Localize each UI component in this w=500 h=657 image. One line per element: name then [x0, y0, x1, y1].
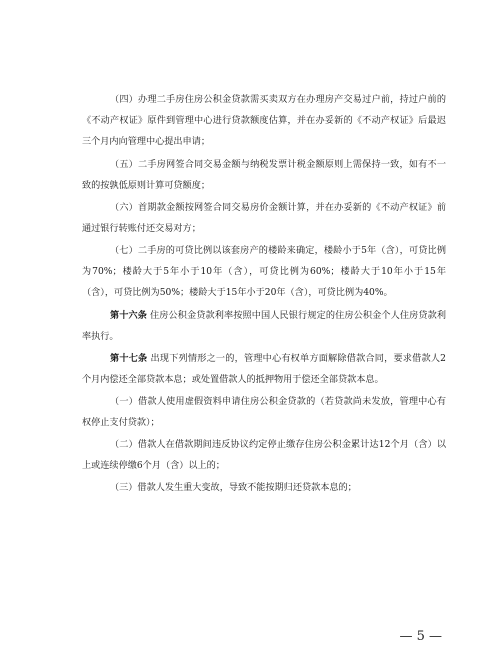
paragraph-text: （五）二手房网签合同交易金额与纳税发票计税金额原则上需保持一致，如有不一致的按孰低原则计算可贷额度； [82, 160, 446, 192]
paragraph-text: 住房公积金贷款利率按照中国人民银行规定的住房公积金个人住房贷款利率执行。 [82, 311, 446, 343]
article-heading: 第十七条 [110, 353, 148, 364]
paragraph-text: （四）办理二手房住房公积金贷款需买卖双方在办理房产交易过户前，持过户前的《不动产权证》原件到管理中心进行贷款额度估算，并在办妥新的《不动产权证》后最迟三个月内向管理中心提出申请； [82, 95, 446, 148]
paragraph-9 [82, 477, 446, 499]
paragraph-4 [82, 240, 446, 305]
paragraph-2 [82, 154, 446, 197]
article-17 [82, 348, 446, 391]
paragraph-7 [82, 391, 446, 434]
article-16 [82, 305, 446, 348]
paragraph-text: （六）首期款金额按网签合同交易房价金额计算，并在办妥新的《不动产权证》前通过银行转账付还交易对方； [82, 203, 446, 235]
paragraph-8 [82, 434, 446, 477]
page-number: — 5 — [399, 629, 442, 644]
paragraph-text: （一）借款人使用虚假资料申请住房公积金贷款的（若贷款尚未发放，管理中心有权停止支付贷款）； [82, 397, 446, 429]
paragraph-text: 出现下列情形之一的，管理中心有权单方面解除借款合同，要求借款人2个月内偿还全部贷款本息；或处置借款人的抵押物用于偿还全部贷款本息。 [82, 354, 446, 386]
paragraph-text: （二）借款人在借款期间违反协议约定停止缴存住房公积金累计达12个月（含）以上或连续停缴6个月（含）以上的； [82, 440, 446, 472]
article-heading: 第十六条 [110, 310, 148, 321]
paragraph-text: （三）借款人发生重大变故，导致不能按期归还贷款本息的； [110, 483, 357, 493]
paragraph-1 [82, 89, 446, 154]
paragraph-3 [82, 197, 446, 240]
paragraph-text: （七）二手房的可贷比例以该套房产的楼龄来确定，楼龄小于5年（含），可贷比例为70%；楼龄大于5年小于10年（含），可贷比例为60%；楼龄大于10年小于15年（含），可贷比例为50%；楼龄大于15年小于20年（含），可贷比例为40%。 [82, 246, 446, 299]
